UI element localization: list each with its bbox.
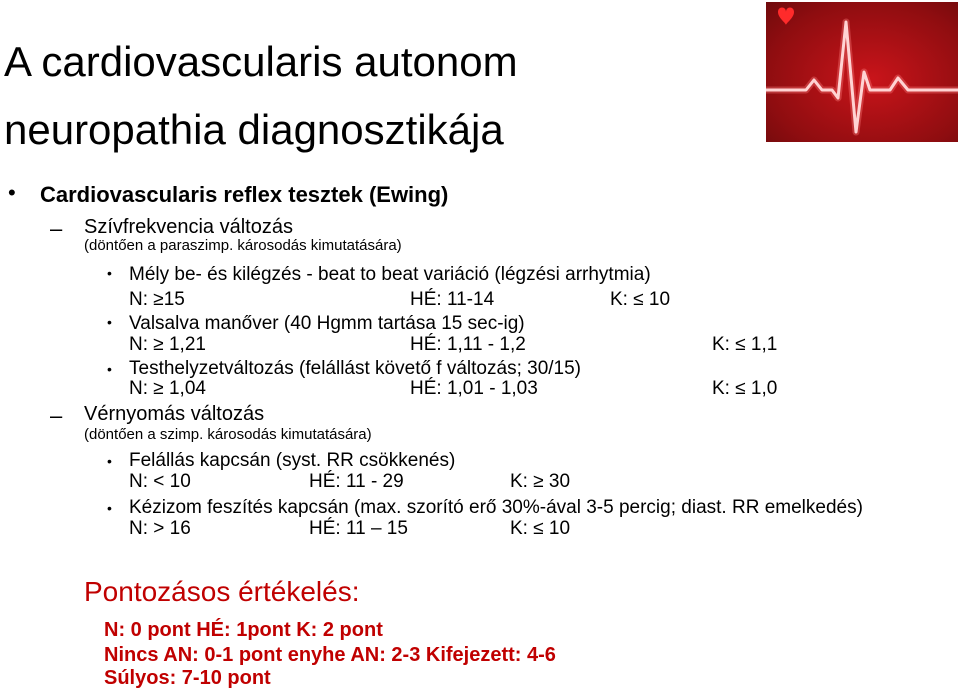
test-pathologic: K: ≤ 1,1 [712,334,778,355]
test-pathologic: K: ≥ 30 [510,471,571,492]
bullet-icon: • [107,361,112,377]
bullet-icon: • [107,500,112,516]
test-label: Kézizom feszítés kapcsán (max. szorító erő 30%-ával 3-5 percig; diast. RR emelkedés) [129,497,863,518]
test-normal: N: ≥ 1,04 [129,378,206,399]
test-label: Valsalva manőver (40 Hgmm tartása 15 sec-ig) [129,313,525,334]
page-title-line1: A cardiovascularis autonom [4,38,518,85]
test-label: Felállás kapcsán (syst. RR csökkenés) [129,450,456,471]
scoring-line: N: 0 pont HÉ: 1pont K: 2 pont [104,619,383,641]
test-pathologic: K: ≤ 10 [610,289,671,310]
dash-icon: – [50,403,63,428]
bullet-icon: • [107,265,112,281]
test-borderline: HÉ: 11 - 29 [309,471,404,492]
test-label: Mély be- és kilégzés - beat to beat variáció (légzési arrhytmia) [129,264,651,285]
bullet-icon: • [8,180,16,205]
test-label: Testhelyzetváltozás (felállást követő f változás; 30/15) [129,358,582,379]
dash-icon: – [50,216,63,241]
test-pathologic: K: ≤ 10 [510,518,571,539]
test-borderline: HÉ: 11 – 15 [309,518,408,539]
heart-ecg-icon [766,2,958,142]
scoring-line: Súlyos: 7-10 pont [104,667,271,689]
page-title-line2: neuropathia diagnosztikája [4,106,504,153]
test-borderline: HÉ: 1,11 - 1,2 [410,334,526,355]
test-normal: N: > 16 [129,518,191,539]
test-borderline: HÉ: 1,01 - 1,03 [410,378,538,399]
test-normal: N: ≥ 1,21 [129,334,206,355]
bp-heading: Vérnyomás változás [84,403,265,425]
bullet-icon: • [107,453,112,469]
test-pathologic: K: ≤ 1,0 [712,378,778,399]
scoring-heading: Pontozásos értékelés: [84,576,360,607]
bullet-icon: • [107,314,112,330]
test-borderline: HÉ: 11-14 [410,289,495,310]
hr-heading: Szívfrekvencia változás [84,216,293,238]
test-normal: N: < 10 [129,471,191,492]
bp-note: (döntően a szimp. károsodás kimutatására) [84,426,372,443]
scoring-line: Nincs AN: 0-1 pont enyhe AN: 2-3 Kifejezett: 4-6 [104,644,556,666]
section-heading: Cardiovascularis reflex tesztek (Ewing) [40,182,449,207]
hr-note: (döntően a paraszimp. károsodás kimutatására) [84,237,402,254]
test-normal: N: ≥15 [129,289,185,310]
